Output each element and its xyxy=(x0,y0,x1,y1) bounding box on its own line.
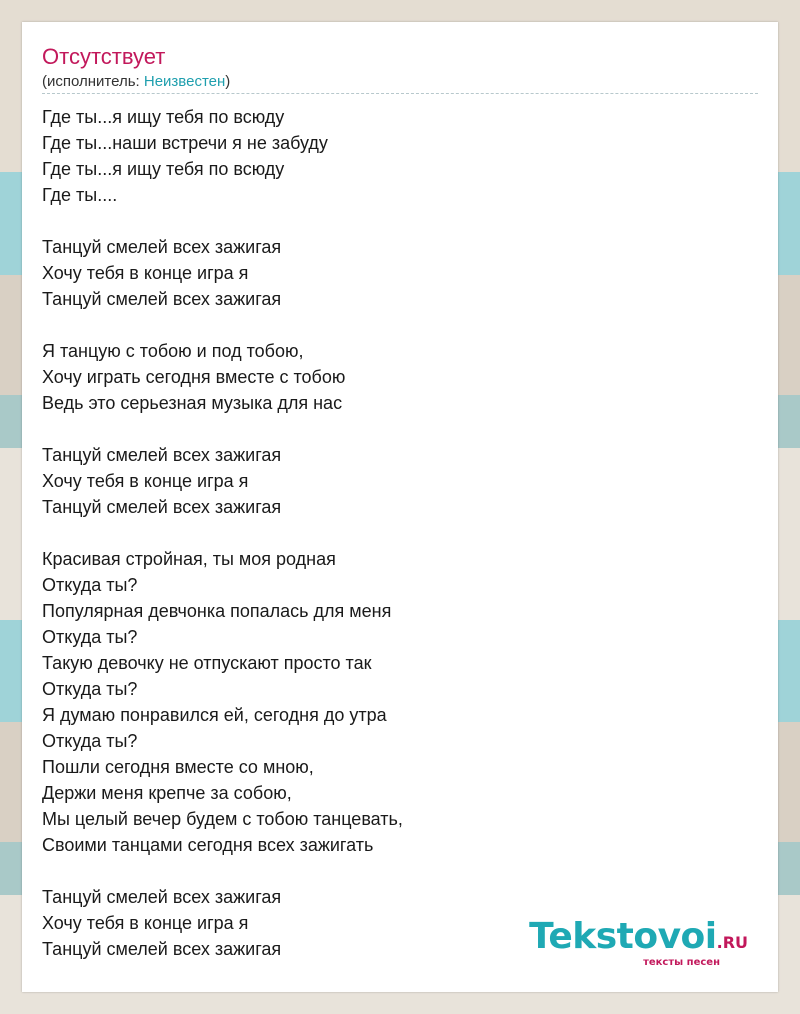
artist-suffix: ) xyxy=(225,73,231,90)
song-title: Отсутствует xyxy=(42,44,166,69)
artist-prefix: (исполнитель: xyxy=(42,73,144,90)
lyrics-card xyxy=(22,22,778,992)
lyric-blank-line xyxy=(42,416,742,442)
lyric-line: Танцуй смелей всех зажигая xyxy=(42,237,282,257)
lyric-line: Красивая стройная, ты моя родная xyxy=(42,549,336,569)
lyric-line: Откуда ты? xyxy=(42,575,138,595)
lyric-line: Где ты...я ищу тебя по всюду xyxy=(42,159,285,179)
lyric-line: Где ты...наши встречи я не забуду xyxy=(42,133,328,153)
lyric-line: Мы целый вечер будем с тобою танцевать, xyxy=(42,809,403,829)
lyric-line: Я думаю понравился ей, сегодня до утра xyxy=(42,705,387,725)
logo-tld: .RU xyxy=(716,933,748,952)
lyric-line: Танцуй смелей всех зажигая xyxy=(42,445,282,465)
lyrics-text xyxy=(42,104,742,962)
lyric-line: Откуда ты? xyxy=(42,731,138,751)
lyric-blank-line xyxy=(42,312,742,338)
lyric-blank-line xyxy=(42,858,742,884)
lyric-line: Пошли сегодня вместе со мною, xyxy=(42,757,314,777)
site-logo[interactable] xyxy=(529,918,748,968)
artist-link[interactable]: Неизвестен xyxy=(143,73,226,90)
logo-wordmark xyxy=(529,918,748,962)
lyric-line: Хочу тебя в конце игра я xyxy=(42,471,249,491)
lyric-line: Такую девочку не отпускают просто так xyxy=(42,653,372,673)
lyric-line: Держи меня крепче за собою, xyxy=(42,783,292,803)
lyric-blank-line xyxy=(42,208,742,234)
lyric-line: Популярная девчонка попалась для меня xyxy=(42,601,392,621)
lyric-line: Откуда ты? xyxy=(42,627,138,647)
lyric-line: Хочу играть сегодня вместе с тобою xyxy=(42,367,346,387)
logo-tagline: тексты песен xyxy=(643,957,720,968)
lyric-line: Где ты.... xyxy=(42,185,118,205)
title-divider xyxy=(42,93,758,94)
lyric-line: Танцуй смелей всех зажигая xyxy=(42,939,282,959)
logo-name: Tekstovoi xyxy=(529,916,717,957)
lyric-line: Где ты...я ищу тебя по всюду xyxy=(42,107,285,127)
lyric-line: Хочу тебя в конце игра я xyxy=(42,263,249,283)
lyric-line: Танцуй смелей всех зажигая xyxy=(42,887,282,907)
lyric-line: Я танцую с тобою и под тобою, xyxy=(42,341,304,361)
lyric-line: Своими танцами сегодня всех зажигать xyxy=(42,835,374,855)
lyric-blank-line xyxy=(42,520,742,546)
artist-line xyxy=(42,73,230,91)
lyric-line: Откуда ты? xyxy=(42,679,138,699)
lyric-line: Танцуй смелей всех зажигая xyxy=(42,289,282,309)
lyric-line: Танцуй смелей всех зажигая xyxy=(42,497,282,517)
lyric-line: Хочу тебя в конце игра я xyxy=(42,913,249,933)
lyric-line: Ведь это серьезная музыка для нас xyxy=(42,393,343,413)
